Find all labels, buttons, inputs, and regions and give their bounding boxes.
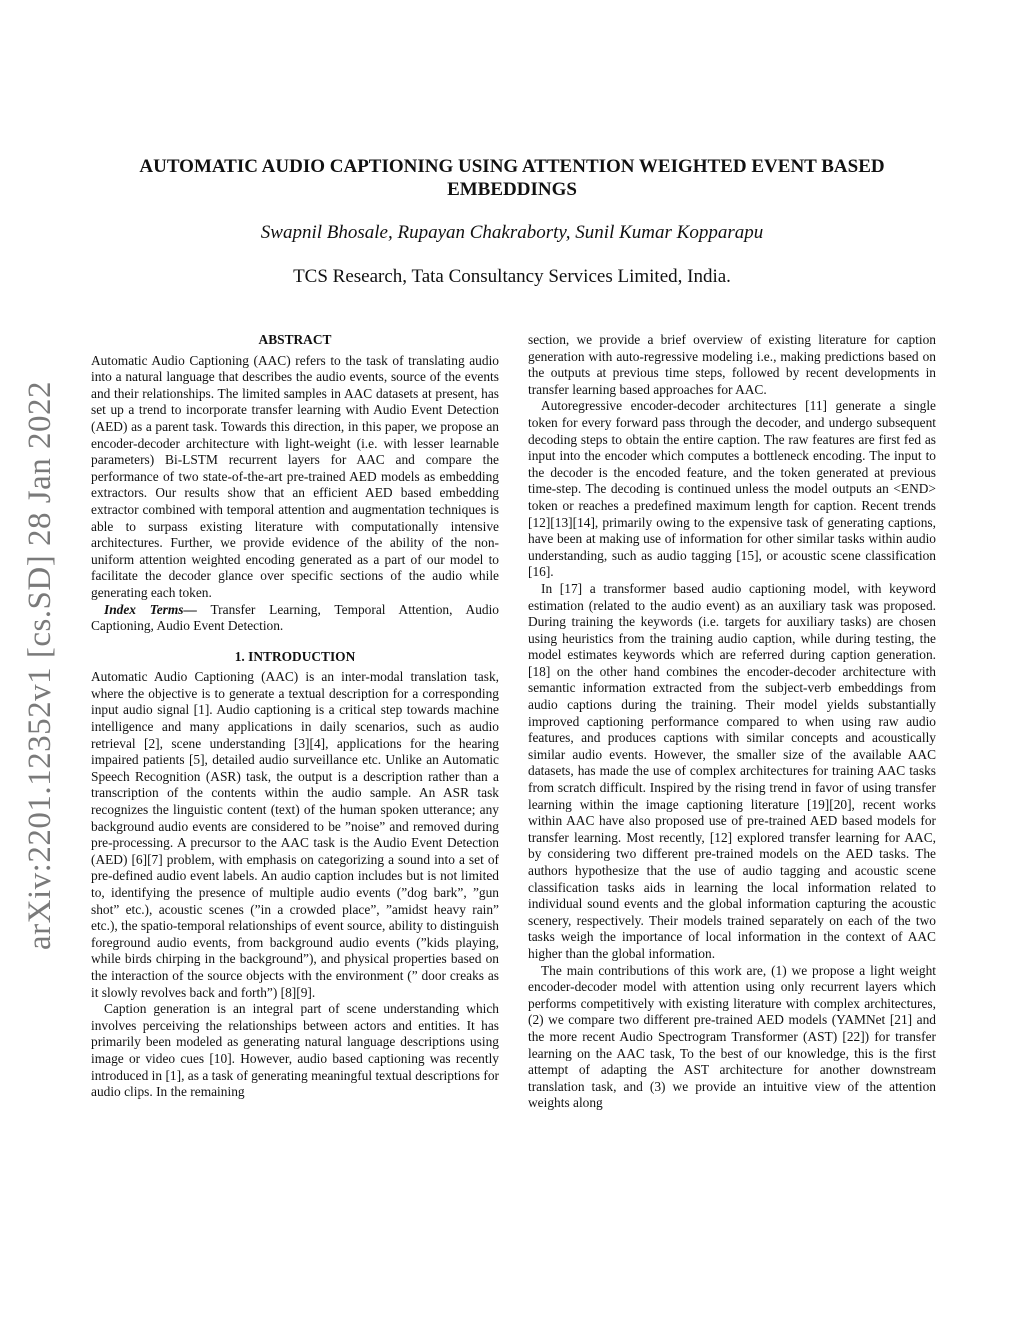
intro-paragraph-5: In [17] a transformer based audio captioning model, with keyword estimation (related to the audio event) as an auxiliary task was proposed. During training the keywords (i.e. targets for auxiliary tasks) are chosen using heuristics from the training audio caption, while during testing, the model estimates keywords which are referred during caption generation. [18] on the other hand combines the encoder-decoder architecture with semantic information extracted from the subject-verb embeddings from audio captions during the training. Their model yields substantially improved captioning performance compared to when using raw audio features, and produces captions with similar concepts and acoustically similar audio events. However, the smaller size of the available AAC datasets, has made the use of complex architectures for training AAC tasks from scratch difficult. Inspired by the rising trend in favor of using transfer learning within the image captioning literature [19][20], recent works within AAC have also proposed use of pre-trained AED based models for transfer learning. Most recently, [12] explored transfer learning for AAC, by considering two different pre-trained models on the AED tasks. The authors hypothesize that the use of audio tagging and acoustic scene classification tasks aids in learning the local information related to individual sound events and the global information capturing the acoustic scenery, respectively. Their models trained separately on each of the two tasks weigh the importance of local information in the context of AAC higher than the global information.: [528, 580, 936, 961]
introduction-heading: 1. INTRODUCTION: [234, 648, 356, 664]
intro-paragraph-2: Caption generation is an integral part of scene understanding which involves perceiving the relationships between actors and entities. It has primarily been modeled as generating natural language descriptions using image or video cues [10]. However, audio based captioning was recently introduced in [1], as a task of generating meaningful textual descriptions for audio clips. In the remaining: [91, 1001, 499, 1100]
arxiv-sidebar: [12, 340, 68, 990]
paper-title: AUTOMATIC AUDIO CAPTIONING USING ATTENTION WEIGHTED EVENT BASED EMBEDDINGS: [139, 156, 885, 200]
abstract-text: Automatic Audio Captioning (AAC) refers to the task of translating audio into a natural language that describes the audio events, source of the events and their relationships. The limited samples in AAC datasets at present, has set up a trend to incorporate transfer learning with Audio Event Detection (AED) as a parent task. Towards this direction, in this paper, we propose an encoder-decoder architecture with light-weight (i.e. with lesser learnable parameters) Bi-LSTM recurrent layers for AAC and compare the performance of two state-of-the-art pre-trained AED models as embedding extractors. Our results show that an efficient AED based embedding extractor combined with temporal attention and augmentation techniques is able to surpass existing literature with computationally intensive architectures. Further, we provide evidence of the ability of the non-uniform attention weighted encoding generated as a part of our model to facilitate the decoder glance over specific sections of the audio while generating each token.: [91, 352, 499, 600]
arxiv-id: arXiv:2201.12352v1 [cs.SD] 28 Jan 2022: [21, 380, 58, 950]
index-terms-label: Index Terms—: [104, 601, 197, 617]
author-list: Swapnil Bhosale, Rupayan Chakraborty, Sunil Kumar Kopparapu: [260, 222, 764, 243]
abstract-heading: ABSTRACT: [258, 332, 332, 347]
index-terms-text: Transfer Learning, Temporal Attention, Audio Captioning, Audio Event Detection.: [91, 601, 500, 634]
intro-paragraph-1: Automatic Audio Captioning (AAC) is an inter-modal translation task, where the objective is to generate a textual description for a corresponding input audio signal [1]. Audio captioning is a critical step towards machine intelligence and many applications in daily scenarios, such as audio retrieval [2], scene understanding [3][4], applications for the hearing impaired patients [5], detailed audio surveillance etc. Unlike an Automatic Speech Recognition (ASR) task, the output is a description rather than a transcription of the contents within the audio sample. An ASR task recognizes the linguistic content (text) of the human spoken utterance; any background audio events are considered to be ”noise” and removed during pre-processing. A precursor to the AAC task is the Audio Event Detection (AED) [6][7] problem, with emphasis on categorizing a sound into a set of pre-defined audio event labels. An audio caption includes but is not limited to, identifying the presence of multiple audio events (”dog bark”, ”gun shot” etc.), acoustic scenes (”in a crowded place”, ”amidst heavy rain” etc.), the spatio-temporal relationships of event source, ability to distinguish foreground audio events, from background audio events (”kids playing, while birds chirping in the background”), and physical properties based on the interaction of the source objects with the environment (” door creaks as it slowly revolves back and forth”) [8][9].: [91, 669, 499, 1000]
intro-paragraph-6: The main contributions of this work are, (1) we propose a light weight encoder-decoder model with attention using only recurrent layers which performs competitively with existing literature with complex architectures, (2) we compare two different pre-trained AED models (YAMNet [21] and the more recent Audio Spectrogram Transformer (AST) [22]) for transfer learning on the AAC task, To the best of our knowledge, this is the first attempt of adapting the AST architecture for another downstream translation task, and (3) we provide an intuitive view of the attention weights along: [528, 962, 936, 1111]
left-column: [91, 332, 499, 1101]
intro-paragraph-3: section, we provide a brief overview of existing literature for caption generation with auto-regressive modeling i.e., making predictions based on the outputs at previous time steps, followed by recent developments in transfer learning based approaches for AAC.: [528, 332, 936, 397]
index-terms: [91, 602, 499, 635]
right-column: [528, 332, 936, 1112]
affiliation: TCS Research, Tata Consultancy Services Limited, India.: [293, 266, 731, 287]
intro-paragraph-4: Autoregressive encoder-decoder architectures [11] generate a single token for every forward pass through the decoder, and undergo subsequent decoding steps to obtain the entire caption. The raw features are first fed as input into the encoder which computes a bottleneck encoding. The input to the decoder is the encoded feature, and the token generated at previous time-step. The decoding is continued unless the model outputs an <END> token or reaches a predefined maximum length for caption. Recent trends [12][13][14], primarily owing to the expensive task of generating captions, have been at making use of information for other similar tasks within audio understanding, such as audio tagging [15], or acoustic scene classification [16].: [528, 398, 936, 580]
